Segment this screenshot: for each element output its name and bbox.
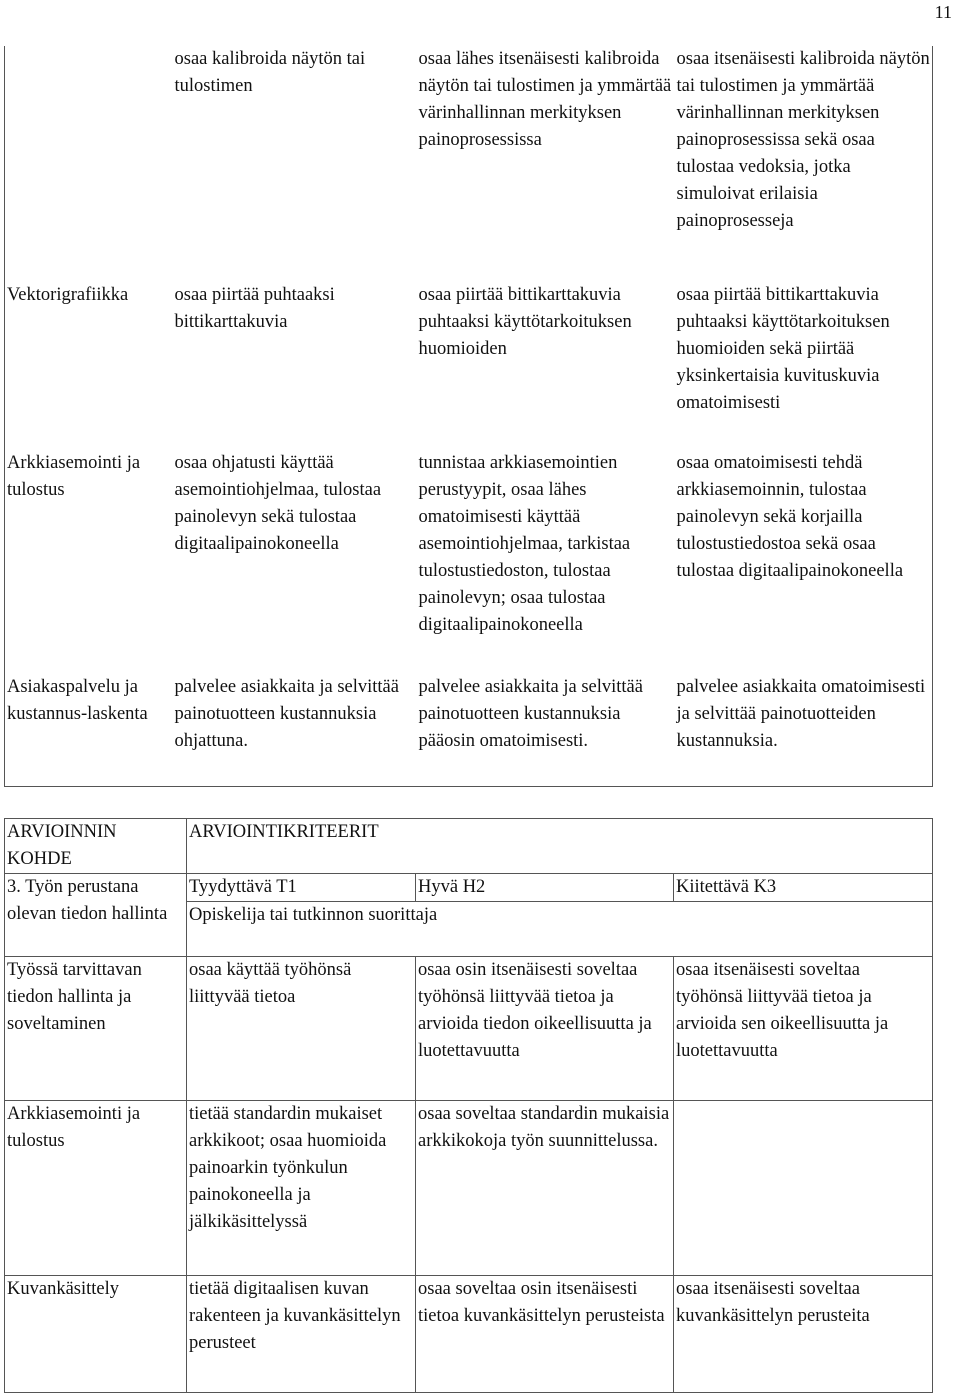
table-row: [5, 1101, 933, 1276]
criteria-table: [4, 818, 933, 1393]
k3-cell: osaa omatoimisesti tehdä arkkiasemoinnin, tulostaa painolevyn sekä korjailla tulostustiedostoa sekä osaa tulostaa digitaalipainokoneella: [676, 453, 904, 581]
k3-cell: osaa itsenäisesti soveltaa kuvankäsittelyn perusteita: [674, 1276, 933, 1393]
h2-cell: osaa osin itsenäisesti soveltaa työhönsä liittyvää tietoa ja arvioida tiedon oikeellisuutta ja luotettavuutta: [416, 957, 674, 1101]
k3-cell: osaa itsenäisesti soveltaa työhönsä liittyvää tietoa ja arvioida sen oikeellisuutta ja luotettavuutta: [674, 957, 933, 1101]
spacer-cell: [187, 929, 933, 957]
grade-h2: Hyvä H2: [416, 874, 674, 902]
table-row: [5, 1276, 933, 1393]
h2-cell: osaa piirtää bittikarttakuvia puhtaaksi käyttötarkoituksen huomioiden: [418, 285, 632, 359]
subject-cell: Arkkiasemointi ja tulostus: [7, 453, 141, 500]
k3-cell: osaa itsenäisesti kalibroida näytön tai tulostimen ja ymmärtää värinhallinnan merkityksen painoprosessissa sekä osaa tulostaa vedoksia, jotka simuloivat erilaisia painoprosesseja: [676, 49, 930, 231]
t1-cell: palvelee asiakkaita ja selvittää painotuotteen kustannuksia ohjattuna.: [174, 677, 399, 751]
grade-k3: Kiitettävä K3: [674, 874, 933, 902]
header-row: [5, 819, 933, 874]
performer-label: Opiskelija tai tutkinnon suorittaja: [187, 902, 933, 930]
table-row: [5, 450, 933, 674]
subject-cell: [5, 46, 173, 282]
table-row: [5, 282, 933, 450]
h2-cell: tunnistaa arkkiasemointien perustyypit, osaa lähes omatoimisesti käyttää asemointiohjelmaa, tarkistaa tulostustiedoston, tulostaa painolevyn; osaa tulostaa digitaalipainokoneella: [418, 453, 631, 635]
table-row: [5, 957, 933, 1101]
subject-cell: Arkkiasemointi ja tulostus: [5, 1101, 187, 1276]
t1-cell: osaa piirtää puhtaaksi bittikarttakuvia: [174, 285, 335, 332]
table-row: [5, 46, 933, 282]
subject-cell: Asiakaspalvelu ja kustannus-laskenta: [7, 677, 148, 724]
t1-cell: osaa ohjatusti käyttää asemointiohjelmaa, tulostaa painolevyn sekä tulostaa digitaalipainokoneella: [174, 453, 382, 554]
criteria-table-continued: [4, 46, 933, 787]
k3-cell: osaa piirtää bittikarttakuvia puhtaaksi käyttötarkoituksen huomioiden sekä piirtää yksinkertaisia kuvituskuvia omatoimisesti: [676, 285, 890, 413]
k3-cell: palvelee asiakkaita omatoimisesti ja selvittää painotuotteiden kustannuksia.: [676, 677, 926, 751]
h2-cell: osaa lähes itsenäisesti kalibroida näytön tai tulostimen ja ymmärtää värinhallinnan merkityksen painoprosessissa: [418, 49, 672, 150]
section-title: 3. Työn perustana olevan tiedon hallinta: [5, 874, 187, 957]
grade-row: [5, 874, 933, 902]
h2-cell: osaa soveltaa standardin mukaisia arkkikokoja työn suunnittelussa.: [416, 1101, 674, 1276]
header-assessment-object: ARVIOINNIN KOHDE: [5, 819, 187, 874]
grade-t1: Tyydyttävä T1: [187, 874, 416, 902]
t1-cell: tietää digitaalisen kuvan rakenteen ja kuvankäsittelyn perusteet: [187, 1276, 416, 1393]
subject-cell: Kuvankäsittely: [5, 1276, 187, 1393]
header-assessment-criteria: ARVIOINTIKRITEERIT: [187, 819, 933, 874]
subject-cell: Työssä tarvittavan tiedon hallinta ja soveltaminen: [5, 957, 187, 1101]
h2-cell: osaa soveltaa osin itsenäisesti tietoa kuvankäsittelyn perusteista: [416, 1276, 674, 1393]
t1-cell: tietää standardin mukaiset arkkikoot; osaa huomioida painoarkin työnkulun painokoneella ja jälkikäsittelyssä: [187, 1101, 416, 1276]
t1-cell: osaa käyttää työhönsä liittyvää tietoa: [187, 957, 416, 1101]
t1-cell: osaa kalibroida näytön tai tulostimen: [174, 49, 366, 96]
subject-cell: Vektorigrafiikka: [7, 285, 129, 305]
page-number: 11: [934, 2, 952, 22]
table-row: [5, 674, 933, 787]
h2-cell: palvelee asiakkaita ja selvittää painotuotteen kustannuksia pääosin omatoimisesti.: [418, 677, 643, 751]
k3-cell: [674, 1101, 933, 1276]
